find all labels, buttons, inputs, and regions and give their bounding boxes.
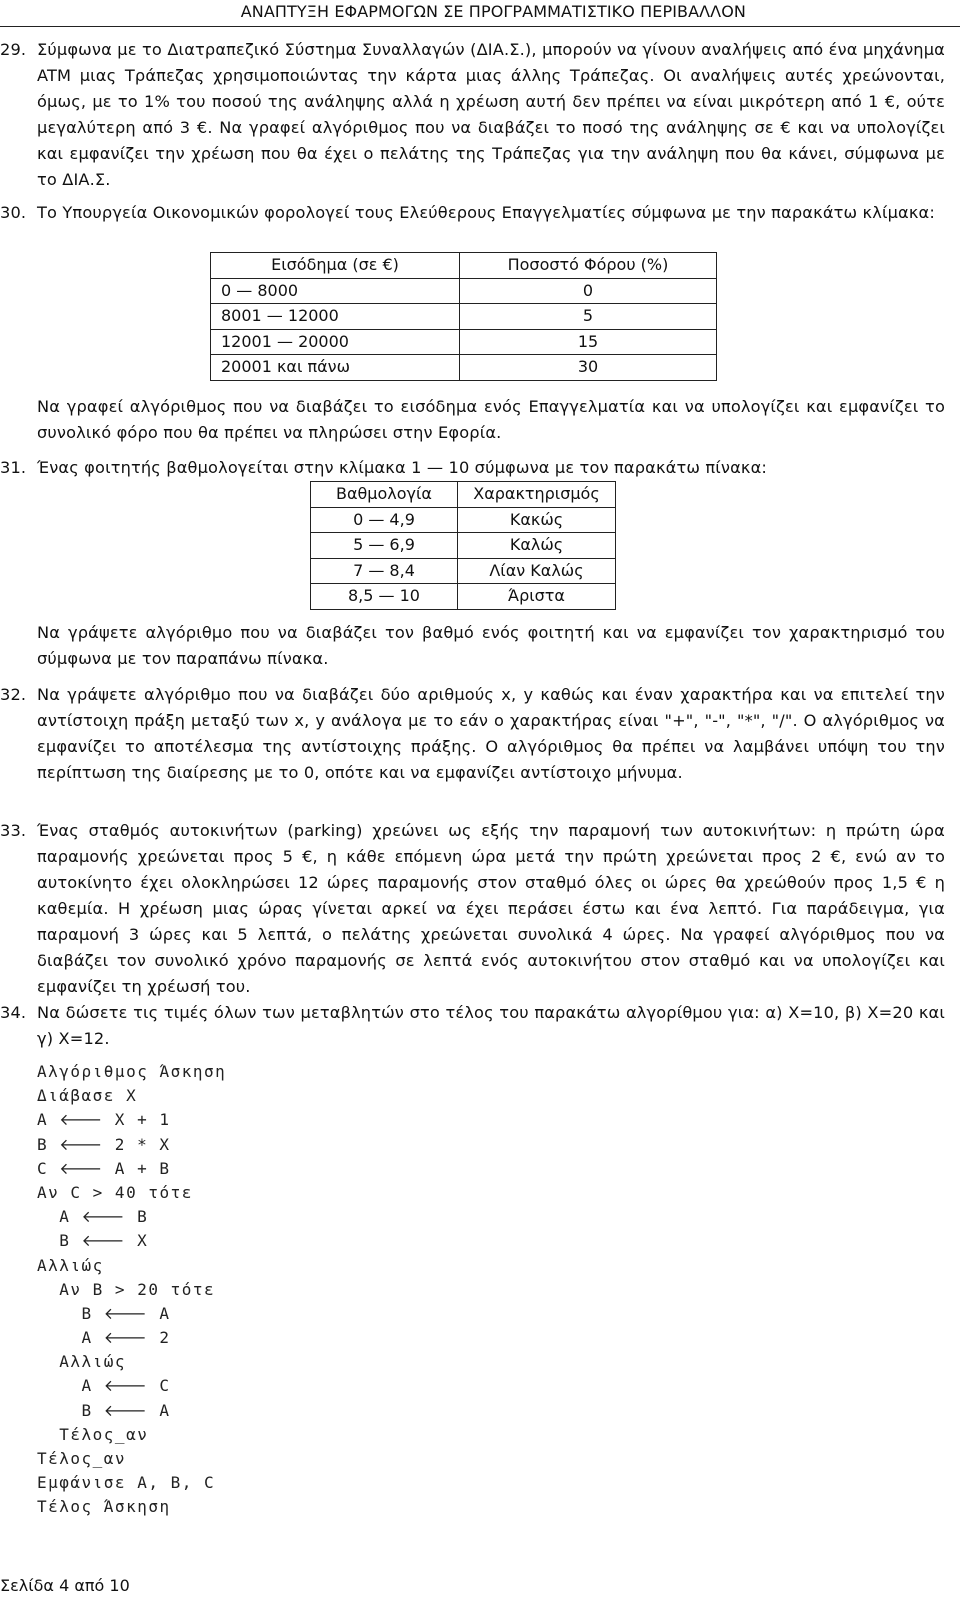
exercise-33 bbox=[0, 818, 945, 1000]
exercise-text: Να γράψετε αλγόριθμο που να διαβάζει δύο αριθμούς x, y καθώς και έναν χαρακτήρα και να επιτελεί την αντίστοιχη πράξη μεταξύ των x, y ανάλογα με το εάν ο χαρακτήρας είναι "+", "-", "*", "/". Ο αλγόριθμος να εμφανίζει το αποτέλεσμα της αντίστοιχης πράξης. Ο αλγόριθμος θα πρέπει να λαμβάνει υπόψη του την περίπτωση της διαίρεσης με το 0, οπότε και να εμφανίζει αντίστοιχο μήνυμα. bbox=[37, 685, 945, 782]
exercise-31-outro bbox=[0, 620, 945, 672]
column-header: Ποσοστό Φόρου (%) bbox=[460, 253, 717, 279]
table-cell: 20001 και πάνω bbox=[211, 355, 460, 381]
table-cell: 5 bbox=[460, 304, 717, 330]
exercise-31 bbox=[0, 455, 945, 481]
code-line: Β 🡐 Α bbox=[37, 1303, 171, 1323]
exercise-number: 34. bbox=[0, 1003, 27, 1022]
table-cell: 30 bbox=[460, 355, 717, 381]
code-line: Διάβασε Χ bbox=[37, 1086, 138, 1106]
table-cell: 7 — 8,4 bbox=[311, 558, 458, 584]
exercise-number: 32. bbox=[0, 685, 27, 704]
exercise-outro: Να γραφεί αλγόριθμος που να διαβάζει το εισόδημα ενός Επαγγελματία και να υπολογίζει και εμφανίζει το συνολικό φόρο που θα πρέπει να πληρώσει στην Εφορία. bbox=[37, 397, 945, 442]
page-footer: Σελίδα 4 από 10 bbox=[0, 1576, 130, 1595]
table-row bbox=[311, 507, 616, 533]
table-cell: 12001 — 20000 bbox=[211, 329, 460, 355]
exercise-32 bbox=[0, 682, 945, 786]
table-cell: 8001 — 12000 bbox=[211, 304, 460, 330]
table-cell: 0 — 4,9 bbox=[311, 507, 458, 533]
table-row bbox=[211, 355, 717, 381]
table-row bbox=[311, 533, 616, 559]
code-line: Αλγόριθμος Άσκηση bbox=[37, 1062, 227, 1081]
table-cell: Λίαν Καλώς bbox=[457, 558, 615, 584]
code-line: Β 🡐 2 * Χ bbox=[37, 1134, 171, 1154]
exercise-30-outro bbox=[0, 394, 945, 446]
code-line: Τέλος_αν bbox=[37, 1424, 149, 1444]
table-header-row bbox=[311, 482, 616, 508]
code-line: Α 🡐 Β bbox=[37, 1207, 149, 1227]
code-line: Β 🡐 Χ bbox=[37, 1231, 149, 1251]
code-line: Τέλος_αν bbox=[37, 1449, 127, 1468]
exercise-number: 29. bbox=[0, 40, 27, 59]
table-cell: 0 — 8000 bbox=[211, 278, 460, 304]
exercise-29 bbox=[0, 37, 945, 193]
table-cell: 15 bbox=[460, 329, 717, 355]
table-cell: 5 — 6,9 bbox=[311, 533, 458, 559]
table-row bbox=[211, 278, 717, 304]
exercise-34 bbox=[0, 1000, 945, 1052]
table-row bbox=[211, 329, 717, 355]
code-line: Αν C > 40 τότε bbox=[37, 1182, 193, 1202]
code-line: Εμφάνισε Α, Β, C bbox=[37, 1473, 216, 1493]
column-header: Βαθμολογία bbox=[311, 482, 458, 508]
exercise-intro: Το Υπουργεία Οικονομικών φορολογεί τους Ελεύθερους Επαγγελματίες σύμφωνα με την παρακάτω κλίμακα: bbox=[37, 203, 935, 222]
code-line: Α 🡐 C bbox=[37, 1376, 171, 1396]
code-line: Αλλιώς bbox=[37, 1255, 104, 1275]
table-cell: Καλώς bbox=[457, 533, 615, 559]
code-line: Αλλιώς bbox=[37, 1352, 127, 1372]
exercise-number: 31. bbox=[0, 458, 27, 477]
code-line: Τέλος Άσκηση bbox=[37, 1497, 171, 1517]
column-header: Χαρακτηρισμός bbox=[457, 482, 615, 508]
exercise-outro: Να γράψετε αλγόριθμο που να διαβάζει τον βαθμό ενός φοιτητή και να εμφανίζει τον χαρακτηρισμό του σύμφωνα με τον παραπάνω πίνακα. bbox=[37, 623, 945, 668]
tax-table bbox=[210, 252, 717, 381]
exercise-text: Να δώσετε τις τιμές όλων των μεταβλητών στο τέλος του παρακάτω αλγορίθμου για: α) Χ=10, β) Χ=20 και γ) Χ=12. bbox=[37, 1003, 945, 1048]
code-line: C 🡐 Α + Β bbox=[37, 1158, 171, 1178]
table-cell: 0 bbox=[460, 278, 717, 304]
column-header: Εισόδημα (σε €) bbox=[211, 253, 460, 279]
exercise-30 bbox=[0, 200, 945, 226]
exercise-intro: Ένας φοιτητής βαθμολογείται στην κλίμακα 1 — 10 σύμφωνα με τον παρακάτω πίνακα: bbox=[37, 458, 768, 477]
exercise-text: Ένας σταθμός αυτοκινήτων (parking) χρεώνει ως εξής την παραμονή των αυτοκινήτων: η πρώτη ώρα παραμονής χρεώνεται προς 5 €, η κάθε επόμενη ώρα μετά την πρώτη χρεώνεται προς 2 €, ενώ αν το αυτοκίνητο έχει ολοκληρώσει 12 ώρες παραμονής στον σταθμό όλες οι ώρες θα χρεώθούν προς 1,5 € η καθεμία. Η χρέωση μιας ώρας γίνεται αρκεί να έχει περάσει έστω και ένα λεπτό. Για παράδειγμα, για παραμονή 3 ώρες και 5 λεπτά, ο πελάτης χρεώνεται συνολικά 4 ώρες. Να γραφεί αλγόριθμος που να διαβάζει τον συνολικό χρόνο παραμονής σε λεπτά ενός αυτοκινήτου στον σταθμό και να υπολογίζει και εμφανίζει τη χρέωσή του. bbox=[37, 821, 945, 996]
code-line: Α 🡐 2 bbox=[37, 1328, 171, 1348]
code-line: Αν Β > 20 τότε bbox=[37, 1279, 216, 1299]
code-line: Β 🡐 Α bbox=[37, 1400, 171, 1420]
table-row bbox=[211, 304, 717, 330]
table-row bbox=[311, 584, 616, 610]
exercise-number: 33. bbox=[0, 821, 27, 840]
algorithm-code bbox=[37, 1060, 226, 1520]
code-line: Α 🡐 Χ + 1 bbox=[37, 1110, 171, 1130]
exercise-text: Σύμφωνα με το Διατραπεζικό Σύστημα Συναλλαγών (ΔΙΑ.Σ.), μπορούν να γίνουν αναλήψεις από ένα μηχάνημα ATM μιας Τράπεζας χρησιμοποιώντας την κάρτα μιας άλλης Τράπεζας. Οι αναλήψεις αυτές χρεώνονται, όμως, με το 1% του ποσού της ανάληψης αλλά η χρέωση αυτή δεν πρέπει να είναι μικρότερη από 1 €, ούτε μεγαλύτερη από 3 €. Να γραφεί αλγόριθμος που να διαβάζει το ποσό της ανάληψης σε € και να υπολογίζει και εμφανίζει την χρέωση που θα έχει ο πελάτης της Τράπεζας για την ανάληψη που θα κάνει, σύμφωνα με το ΔΙΑ.Σ. bbox=[37, 40, 945, 189]
table-cell: 8,5 — 10 bbox=[311, 584, 458, 610]
page-header bbox=[0, 2, 960, 27]
header-title: ΑΝΑΠΤΥΞΗ ΕΦΑΡΜΟΓΩΝ ΣΕ ΠΡΟΓΡΑΜΜΑΤΙΣΤΙΚΟ ΠΕΡΙΒΑΛΛΟΝ bbox=[240, 2, 746, 21]
table-cell: Άριστα bbox=[457, 584, 615, 610]
exercise-number: 30. bbox=[0, 203, 27, 222]
table-row bbox=[311, 558, 616, 584]
grade-table bbox=[310, 481, 616, 610]
table-cell: Κακώς bbox=[457, 507, 615, 533]
table-header-row bbox=[211, 253, 717, 279]
